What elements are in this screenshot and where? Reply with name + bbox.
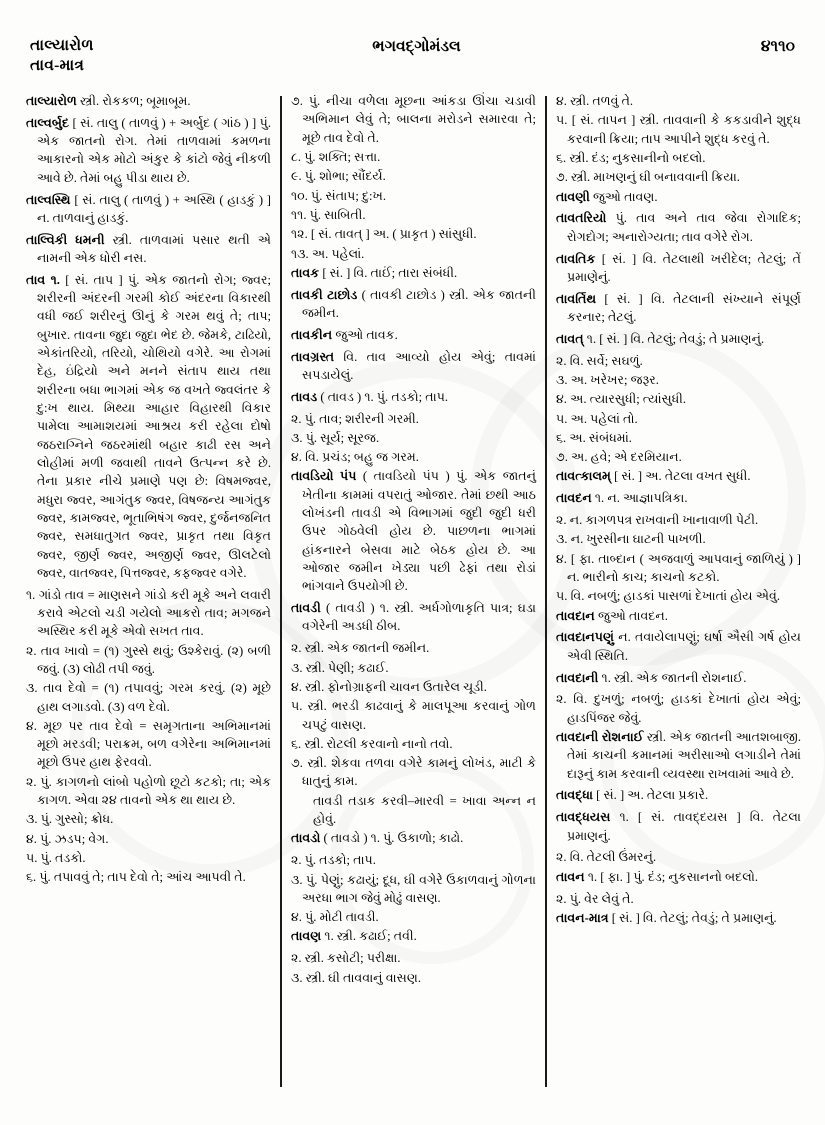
sense-text: પું. સૂર્ય; સૂરજ. <box>302 430 380 445</box>
sense-number: ૪. <box>26 831 37 846</box>
sense-number: ૫. <box>291 699 303 714</box>
sense-item <box>556 390 801 408</box>
sense-text: પું. નીચા વળેલા મૂછના આંકડા ઊંચા ચડાવી અભિમાન લેવું તે; બાલના મરોડને સમારવા તે; મૂછે તાવ દેવો તે. <box>302 94 536 145</box>
sense-item <box>291 448 536 466</box>
sense-number: ૭. <box>291 756 303 771</box>
sense-item <box>556 149 801 167</box>
sense-item <box>556 410 801 428</box>
sense-number: ૬. <box>556 150 567 165</box>
sense-number: ૪. <box>556 392 567 407</box>
entry-headword: તાવર્તિથ <box>556 291 597 306</box>
entry-definition: ( તાવડ ) ૧. પું. તડકો; તાપ. <box>317 389 449 404</box>
sense-text: સ્ત્રી. દંડ; નુકસાનીનો બદલો. <box>566 150 706 165</box>
sense-item <box>291 245 536 263</box>
entry-headword: તાલ્યારોળ <box>26 94 77 108</box>
sense-item <box>26 830 271 848</box>
dictionary-entry <box>556 607 801 625</box>
dictionary-entry <box>556 728 801 783</box>
sense-number: ૭. <box>291 94 303 108</box>
entry-definition: ૧. [ સં. તાવદ્દયસ ] વિ. તેટલા પ્રમાણનું. <box>567 810 801 843</box>
page-number: ૪૧૧૦ <box>760 38 795 55</box>
entry-definition: સ્ત્રી. તાળવામાં પસાર થતી એ નામની એક ધોરી નસ. <box>37 232 271 265</box>
entry-definition: ૧. સ્ત્રી. કઢાઈ; તવી. <box>321 929 417 944</box>
sense-number: ૨. <box>556 513 567 528</box>
sense-number: ૩. <box>291 660 303 675</box>
entry-definition: ( તાવડો ) ૧. પું. ઉકાળો; કાઢો. <box>320 831 464 846</box>
sense-number: ૨. <box>291 411 302 426</box>
sense-text: પું. તડકો; તાપ. <box>301 853 376 868</box>
entry-headword: તાવત્ <box>556 331 584 346</box>
sense-text: સ્ત્રી. પેણી; કઢાઈ. <box>302 660 389 675</box>
entry-definition: [ સં. ] વિ. તેટલાથી ખરીદેલ; તેટલું; તેં પ્રમાણેનું. <box>567 251 801 284</box>
sense-number: ૨. <box>291 641 302 656</box>
sense-text: ન. કાગળપત્ર રાખવાની ખાનાવાળી પેટી. <box>566 513 759 528</box>
sense-text: સ્ત્રી. માખણનું ઘી બનાવવાની ક્રિયા. <box>567 170 740 185</box>
entry-headword: તાવન-માત્ર <box>556 910 609 925</box>
entry-headword: તાવતિક <box>556 251 596 266</box>
sense-number: ૨. <box>556 891 567 906</box>
sense-item <box>26 868 271 886</box>
sense-number: ૭. <box>556 450 568 465</box>
entry-definition: [ સં. તાલુ ( તાળવું ) + અર્બુદ ( ગાંઠ ) ] પું. એક જાતનો રોગ. તેમાં તાળવામાં કમળના આકારનો એક મોટો અંકુર કે કાંટો જેવું નીકળી આવે છે. તેમાં બહુ પીડા થાય છે. <box>37 115 271 185</box>
dictionary-entry <box>291 927 536 945</box>
entry-headword: તાવણ <box>291 929 322 944</box>
sense-text: પું. શોભા; સૌંદર્ય. <box>301 169 386 184</box>
sense-item <box>556 168 801 186</box>
sense-number: ૪. <box>291 679 302 694</box>
sense-item <box>26 586 271 641</box>
sense-item <box>291 639 536 657</box>
entry-definition: ન. તવાયેલાપણું; ઘર્ષા ઐસી ગર્ષ હોય એવી સ્થિતિ. <box>567 630 801 663</box>
dictionary-entry <box>556 628 801 665</box>
sense-number: ૭. <box>556 170 568 185</box>
sense-number: ૩. <box>26 681 38 696</box>
sense-item <box>291 908 536 926</box>
sense-item <box>291 187 536 205</box>
sense-number: ૨. <box>291 951 302 966</box>
dictionary-entry <box>291 264 536 282</box>
sense-text: સ્ત્રી. ભરડી કાઢવાનું કે માલપૂઆ કરવાનું ગોળ ચપટું વાસણ. <box>302 699 536 732</box>
sense-item <box>291 410 536 428</box>
sense-number: ૨. <box>556 692 567 707</box>
sense-text: અ. પહેલાં તો. <box>567 411 638 426</box>
entry-definition: સ્ત્રી. એક જાતની આતશબાજી. તેમાં કાચની કમાનમાં અરીસાઓ લગાડીને તેમાં દારૂનું કામ કરવાની વ્યવસ્થા રાખવામાં આવે છે. <box>567 730 801 781</box>
entry-definition: ૧. [ ફા. ] પું. દંડ; નુકસાનનો બદલો. <box>584 869 759 884</box>
idiom-text: તાવડી તડાક કરવી–મારવી = ખાવા અન્ન ન હોવું. <box>313 793 536 827</box>
sense-item <box>26 679 271 716</box>
sense-item <box>556 690 801 727</box>
entry-headword: તાવડો <box>291 831 321 846</box>
sense-item <box>26 773 271 810</box>
entry-headword: તાવદન <box>556 491 592 506</box>
entry-definition: [ સં. ] વિ. તેટલું; તેવડું; તે પ્રમાણનું. <box>608 910 777 925</box>
sense-item <box>556 530 801 548</box>
dictionary-entry <box>291 286 536 323</box>
entry-definition: જુઓ તાવક. <box>332 327 398 342</box>
sense-text: પું. તાવ; શરીરની ગરમી. <box>301 411 419 426</box>
entry-definition: [ સં. ] અ. તેટલા પ્રકારે. <box>592 788 709 803</box>
dictionary-entry <box>26 231 271 268</box>
dictionary-entry <box>556 290 801 327</box>
sense-number: ૨. <box>26 774 37 789</box>
entry-headword: તાવદાનપણું <box>556 630 614 645</box>
entry-headword: તાવડી <box>291 601 321 616</box>
sense-item <box>291 225 536 243</box>
sense-text: પું. શક્તિ; સત્તા. <box>301 149 381 164</box>
dictionary-entry <box>556 467 801 485</box>
sense-number: ૪. <box>26 718 37 733</box>
entry-definition: [ સં. તાલુ ( તાળવું ) + અસ્થિ ( હાડકું ) ] ન. તાળવાનું હાડકું. <box>37 192 271 225</box>
sense-number: ૬. <box>556 430 567 445</box>
entry-definition: સ્ત્રી. રોકકળ; બૂમાબૂમ. <box>76 94 191 108</box>
entry-headword: તાવડિયો પંપ <box>291 469 357 484</box>
sense-item <box>291 949 536 967</box>
sense-item <box>291 871 536 908</box>
entry-definition: ( તાવકી ટાછોડ ) સ્ત્રી. એક જાતની જમીન. <box>302 287 536 320</box>
entry-headword: તાવગ્રસ્ત <box>291 349 335 364</box>
sense-item <box>291 969 536 987</box>
entry-headword: તાવ ૧. <box>26 272 60 287</box>
sense-item <box>291 659 536 677</box>
sense-number: ૫. <box>556 411 568 426</box>
book-title: ભગવદ્ગોમંડલ <box>372 38 461 55</box>
sense-item <box>291 206 536 224</box>
entry-headword: તાવન <box>556 869 585 884</box>
entry-definition: જુઓ તાવણ. <box>589 189 658 204</box>
sense-item <box>291 697 536 734</box>
running-head-last-entry: તાવ-માત્ર <box>30 57 85 75</box>
sense-number: ૩. <box>556 532 568 547</box>
entry-definition: જુઓ તાવદન. <box>594 608 668 623</box>
sense-item <box>26 717 271 772</box>
sense-number: ૩. <box>291 970 303 985</box>
sense-text: ન. ખુરસીના ઘાટની પાખળી. <box>567 532 706 547</box>
sense-text: પું. તપાવવું તે; તાપ દેવો તે; આંચ આપવી તે. <box>36 870 246 885</box>
dictionary-entry <box>556 250 801 287</box>
sense-text: તાવ ખાવો = (૧) ગુસ્સે થવું; ઉશ્કેરાવું. (૨) બળી જવું. (૩) લોઢી તપી જવું. <box>36 643 271 676</box>
sense-item <box>556 848 801 866</box>
dictionary-entry <box>291 829 536 847</box>
sense-number: ૪. <box>556 551 567 566</box>
sense-text: વિ. પ્રચંડ; બહુ જ ગરમ. <box>301 450 419 465</box>
entry-definition: [ સં. ] અ. તેટલા વખત સુધી. <box>610 469 751 484</box>
dictionary-entry <box>556 669 801 687</box>
column-gap-2 <box>536 92 556 1097</box>
entry-definition: ૧. ન. આજ્ઞાપત્રિકા. <box>591 491 688 506</box>
sense-number: ૫. <box>556 113 568 128</box>
sense-number: ૨. <box>556 353 567 368</box>
column-divider-rule <box>280 96 282 1087</box>
sense-number: ૧૧. <box>291 207 307 222</box>
sense-number: ૨. <box>556 850 567 865</box>
entry-headword: તાવતરિયો <box>556 211 607 226</box>
sense-item <box>556 511 801 529</box>
sense-item <box>556 352 801 370</box>
entry-definition: ૧. [ સં. ] વિ. તેટલું; તેવડું; તે પ્રમાણનું. <box>583 331 765 346</box>
column-divider-rule <box>545 96 547 1087</box>
column-3 <box>556 92 801 1097</box>
sense-text: અ. સંબંધમાં. <box>566 430 632 445</box>
sense-item <box>291 678 536 696</box>
sense-text: પું. તડકો. <box>37 851 86 865</box>
dictionary-entry <box>556 188 801 206</box>
sense-number: ૬. <box>291 736 302 751</box>
entry-headword: તાવડ <box>291 389 318 404</box>
sense-text: વિ. નબળું; હાડકાં પાસળાં દેખાતાં હોય એવું. <box>567 589 781 604</box>
sense-item <box>556 550 801 587</box>
dictionary-entry <box>26 271 271 582</box>
entry-headword: તાવદાની <box>556 670 599 685</box>
sense-number: ૫. <box>26 851 38 865</box>
dictionary-entry <box>556 209 801 246</box>
sense-item <box>556 448 801 466</box>
sense-text: વિ. તેટલી ઉંમરનું. <box>566 850 657 865</box>
dictionary-entry <box>26 92 271 110</box>
dictionary-entry <box>291 348 536 385</box>
sense-number: ૮. <box>291 149 302 164</box>
sense-text: સ્ત્રી. શેકવા તળવા વગેરે કામનું લોખંડ, માટી કે ધાતુનું કામ. <box>302 756 536 789</box>
sense-item <box>291 92 536 147</box>
entry-headword: તાવણી <box>556 189 590 204</box>
sense-number: ૬. <box>26 870 37 885</box>
sense-number: ૧૨. <box>291 227 308 242</box>
entry-headword: તાલ્વસ્થિ <box>26 192 71 207</box>
sense-item <box>556 92 801 110</box>
sense-text: પું. ગુસ્સો; ક્રોધ. <box>37 812 114 827</box>
entry-headword: તાવકીન <box>291 327 333 342</box>
entry-definition: વિ. તાવ આવ્યો હોય એવું; તાવમાં સપડાયેલું. <box>302 349 536 382</box>
entry-definition: ( તાવડી ) ૧. સ્ત્રી. અર્ધગોળાકૃતિ પાત્ર; ઘડા વગેરેની અડધી ઠીબ. <box>302 601 536 634</box>
entry-definition: ૧. સ્ત્રી. એક જાતની રોશનાઈ. <box>598 670 747 685</box>
sense-text: સ્ત્રી. તળવું તે. <box>566 94 634 108</box>
sense-number: ૩. <box>291 872 303 887</box>
sense-number: ૧૦. <box>291 188 308 203</box>
sense-item <box>291 735 536 753</box>
entry-headword: તાવદાન <box>556 608 595 623</box>
sense-text: વિ. દુખળું; નબળું; હાડકાં દેખાતાં હોય એવું; હાડપિંજર જેવું. <box>566 692 801 725</box>
sense-item <box>26 849 271 867</box>
sense-text: સ્ત્રી. એક જાતની જમીન. <box>301 641 430 656</box>
sense-text: પું. સંતાપ; દુ:ખ. <box>307 188 387 203</box>
sense-text: સ્ત્રી. ઘી તાવવાનું વાસણ. <box>302 970 421 985</box>
column-gap-1 <box>271 92 291 1097</box>
entry-definition: પું. તાવ અને તાવ જેવા રોગાદિક; રોગદોગ; અનારોગ્યતા; તાવ વગેરે રોગ. <box>567 211 801 244</box>
text-columns <box>26 92 801 1097</box>
sense-text: પું. પેણું; કઢાયું; દૂધ, ઘી વગેરે ઉકાળવાનું ગોળના અરધા ભાગ જેવું મોઢું વાસણ. <box>302 872 536 905</box>
dictionary-entry <box>556 489 801 507</box>
entry-definition: [ સં. ] વિ. તાઈં; તારા સંબંધી. <box>319 265 458 280</box>
sense-item <box>556 371 801 389</box>
dictionary-entry <box>556 909 801 927</box>
sense-text: અ. ત્યારસુધી; ત્યાંસુધી. <box>566 392 687 407</box>
sense-item <box>556 429 801 447</box>
sense-text: સ્ત્રી. રોટલી કરવાનો નાનો તવો. <box>301 736 453 751</box>
dictionary-entry <box>556 330 801 348</box>
entry-headword: તાલ્વિકી ધમની <box>26 232 105 247</box>
entry-headword: તાલ્વર્બુદ <box>26 115 69 130</box>
sense-text: [ સં. તાવત્ ] અ. ( પ્રાકૃત ) સાંસુધી. <box>307 227 477 242</box>
dictionary-entry <box>291 388 536 406</box>
sense-text: પું. મોટી તાવડી. <box>301 910 379 925</box>
sense-number: ૩. <box>291 430 303 445</box>
dictionary-entry <box>26 114 271 187</box>
sense-item <box>291 851 536 869</box>
sense-text: [ ફા. તાબ્દાન ( અજવાળું આપવાનું જાળિયું ) ] ન. ભારીનો કાચ; કાચનો કટકો. <box>566 551 801 584</box>
column-1 <box>26 92 271 1097</box>
sense-text: તાવ દેવો = (૧) તપાવવું; ગરમ કરવું. (૨) મૂછે હાથ લગાડવો. (૩) વળ દેવો. <box>37 681 271 714</box>
sense-item <box>556 890 801 908</box>
sense-number: ૨. <box>26 643 37 658</box>
sense-number: ૫. <box>556 589 568 604</box>
sense-number: ૩. <box>556 372 568 387</box>
entry-headword: તાવદાની રોશનાઈ <box>556 730 644 744</box>
sense-text: સ્ત્રી. કસોટી; પરીક્ષા. <box>301 951 401 966</box>
sense-text: ગાંડો તાવ = માણસને ગાંડો કરી મૂકે અને લવારી કરાવે એટલો ચડી ગયેલો આકરો તાવ; મગજને અસ્થિર કરી મૂકે એવો સખત તાવ. <box>35 587 271 639</box>
dictionary-entry <box>291 326 536 344</box>
dictionary-entry <box>556 786 801 804</box>
entry-headword: તાવદ્ધા <box>556 788 593 803</box>
sense-number: ૧૩. <box>291 246 309 261</box>
sense-number: ૪. <box>291 910 302 925</box>
sense-number: ૧. <box>26 587 36 602</box>
sense-text: પું. કાગળનો લાંબો પહોળો છૂટો કટકો; તા; એક કાગળ. એવા ૨૪ તાવનો એક થા થાય છે. <box>36 774 271 808</box>
entry-headword: તાવક <box>291 265 320 280</box>
sense-text: વિ. સર્વે; સઘળું. <box>566 353 643 368</box>
sense-item <box>291 429 536 447</box>
column-2 <box>291 92 536 1097</box>
sense-item <box>26 642 271 679</box>
sense-item <box>556 111 801 148</box>
sense-text: અ. ખરેખર; જરૂર. <box>567 372 659 387</box>
sense-number: ૪. <box>291 450 302 465</box>
dictionary-entry <box>556 808 801 845</box>
entry-definition: [ સં. તાપ ] પું. એક જાતનો રોગ; જ્વર; શરીરની અંદરની ગરમી કોઈ અંદરના વિકારથી વધી જઈ શરીરનું ઊનું કે ગરમ થવું તે; તાપ; બુખાર. તાવના જુદા જુદા ભેદ છે. જેમકે, ટાઢિયો, એકાંતરિયો, તરિયો, ચોથિયો વગેરે. આ રોગમાં દેહ, ઇંદ્રિયો અને મનને સંતાપ થાય તથા શરીરના બધા ભાગમાં એક જ વખતે જ્વલંતર કે દુ:ખ થાય. મિથ્યા આહાર વિહારથી વિકાર પામેલા આમાશયમાં આશ્રય કરી રહેલા દોષો જઠરાગ્નિને જઠરમાંથી બહાર કાઢી રસ અને લોહીમાં મળી જવાથી તાવને ઉત્પન્ન કરે છે. તેના પ્રકાર નીચે પ્રમાણે પણ છે: વિષમજ્વર, મધુરા જ્વર, આગંતુક જ્વર, વિષજન્ય આગંતુક જ્વર, કામજ્વર, ભૂતાભિષંગ જ્વર, દુર્જનજનિત જ્વર, સમધાતુગત જ્વર, પ્રાકૃત તથા વિકૃત જ્વર, જીર્ણ જ્વર, અજીર્ણ જ્વર, ઊલટેલો જ્વર, વાતજ્વર, પિત્તજ્વર, કફજ્વર વગેરે. <box>37 272 271 580</box>
sense-text: અ. હવે; એ દરમિયાન. <box>567 450 682 465</box>
sense-item <box>556 587 801 605</box>
sense-item <box>26 810 271 828</box>
running-head-first-entry: તાલ્યારોળ <box>30 37 94 54</box>
sense-text: પું. સાબિતી. <box>306 207 366 222</box>
sense-text: [ સં. તાપન ] સ્ત્રી. તાવવાની કે કકડાવીને શુદ્ધ કરવાની ક્રિયા; તાપ આપીને શુદ્ધ કરવું તે. <box>567 113 801 146</box>
sense-text: અ. પહેલાં. <box>308 246 365 261</box>
sense-number: ૩. <box>26 812 38 827</box>
entry-definition: ( તાવડિયો પંપ ) પું. એક જાતનું ખેતીના કામમાં વપરાતું ઓજાર. તેમાં છથી આઠ લોખંડની તાવડી એ વિભાગમાં જુદી જુદી ધરી ઉપર ગોઠવેલી હોય છે. પાછળના ભાગમાં હાંકનારને બેસવા માટે બેઠક હોય છે. આ ઓજાર જમીન ખેડ્યા પછી ઢેફાં તથા રોડાં ભાંગવાને ઉપયોગી છે. <box>302 469 537 594</box>
sense-text: મૂછ પર તાવ દેવો = સમૃગતાના અભિમાનમાં મૂછો મરડવી; પરાક્રમ, બળ વગેરેના અભિમાનમાં મૂછો ઉપર હાથ ફેરવવો. <box>36 718 271 770</box>
sense-item <box>291 148 536 166</box>
sense-number: ૯. <box>291 169 302 184</box>
sense-text: સ્ત્રી. ફોનોગ્રાફની ચાવન ઉતારેલ ચૂડી. <box>301 679 487 694</box>
entry-definition: [ સં. ] વિ. તેટલાની સંખ્યાને સંપૂર્ણ કરનાર; તેટલું. <box>567 291 801 324</box>
sense-number: ૨. <box>291 853 302 868</box>
page-header <box>30 36 803 88</box>
dictionary-entry <box>26 191 271 228</box>
entry-headword: તાવદ્ધયસ <box>556 810 611 825</box>
entry-headword: તાવકી ટાછોડ <box>291 287 358 302</box>
entry-headword: તાવત્કાલમ્ <box>556 469 611 484</box>
dictionary-entry <box>291 467 536 595</box>
dictionary-entry <box>291 599 536 636</box>
sense-item <box>291 754 536 791</box>
idiom-phrase <box>291 792 536 829</box>
sense-item <box>291 167 536 185</box>
dictionary-entry <box>556 868 801 886</box>
sense-text: પું. ઝડપ; વેગ. <box>36 831 109 846</box>
sense-number: ૪. <box>556 94 567 108</box>
sense-text: પું. વેર લેવું તે. <box>566 891 634 906</box>
